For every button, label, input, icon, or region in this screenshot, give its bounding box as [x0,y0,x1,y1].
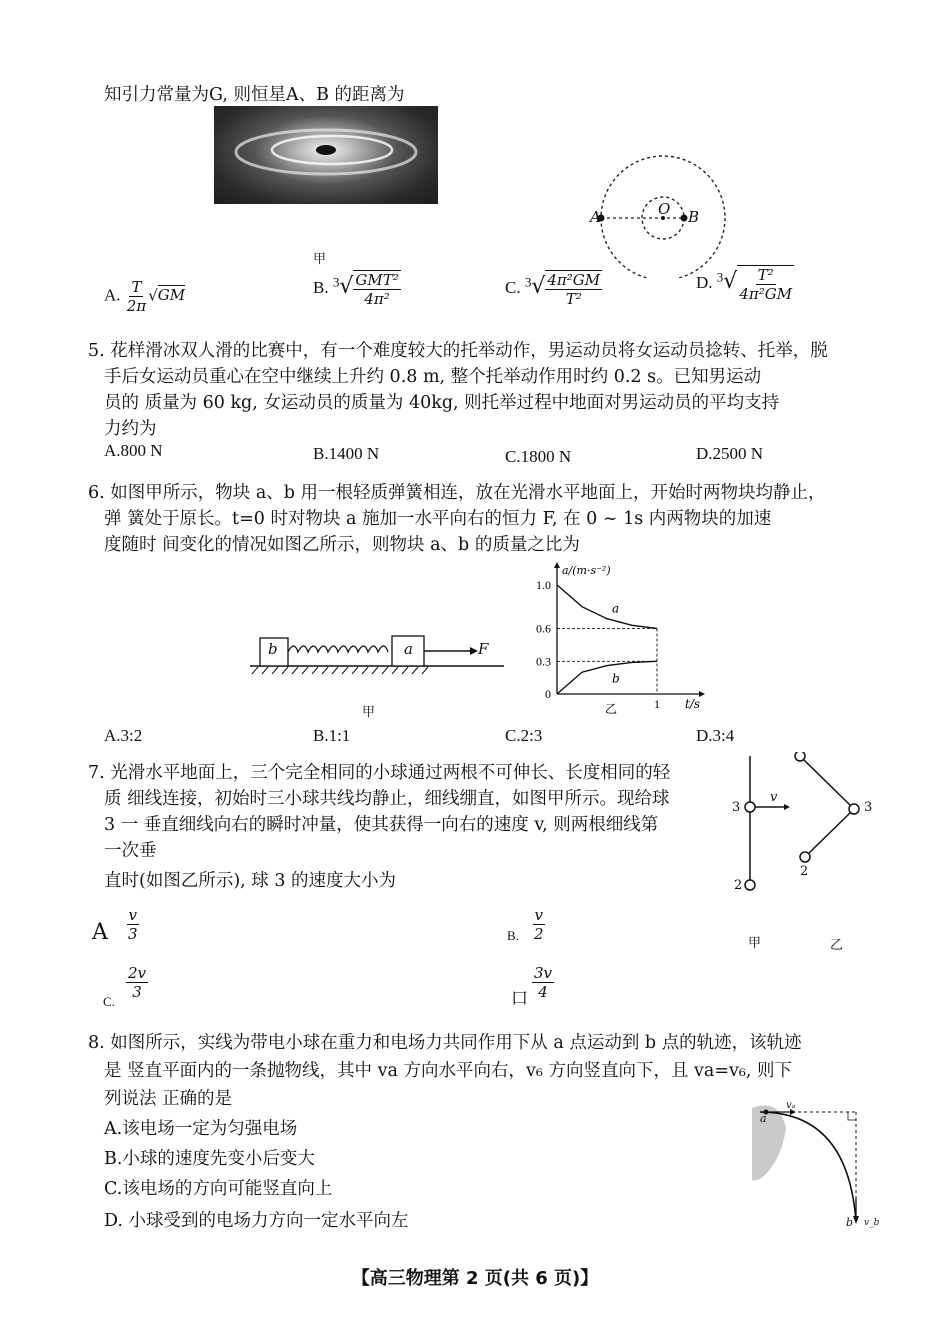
q5-line1: 5. 花样滑冰双人滑的比赛中，有一个难度较大的托举动作，男运动员将女运动员捻转、托举，脱 [88,341,828,361]
q5-line3: 员的 质量为 60 kg, 女运动员的质量为 40kg, 则托举过程中地面对男运动员的平均支持 [104,393,780,413]
y-tick-label: 0.3 [536,654,551,669]
q6-option-c: C.2:3 [505,726,543,745]
x-tick-label: 1 [654,697,660,711]
q4-option-b: B. $^3$√ $\frac{\text{GMT²}}{\text{4π²}}$ [313,271,399,308]
ball-3-label: 3 [732,800,741,815]
q4-option-d: D. $^3$√ $\frac{\text{T²}}{\text{4π²GM}}$ [696,266,793,303]
chart-fig-label: 乙 [605,702,618,715]
q5-option-a: A.800 N [104,441,163,460]
y-tick-label: 1.0 [536,577,551,592]
q7-line1: 7. 光滑水平地面上，三个完全相同的小球通过两根不可伸长、长度相同的轻 [88,763,671,783]
q4-option-a: A. $\frac{T}{2\pi}$ √GM [104,278,186,315]
q6-line3: 度随时 间变化的情况如图乙所示，则物块 a、b 的质量之比为 [104,535,580,555]
point-b-label: b [846,1216,854,1229]
q7-line5: 直时(如图乙所示), 球 3 的速度大小为 [104,871,397,891]
balls-diagram [730,752,880,902]
q5-line2: 手后女运动员重心在空中继续上升约 0.8 m, 整个托举动作用时约 0.2 s。已知男运动 [104,367,762,387]
q8-option-c: C.该电场的方向可能竖直向上 [104,1179,333,1199]
q8-line2: 是 竖直平面内的一条抛物线，其中 va 方向水平向右，v₆ 方向竖直向下，且 va=v₆, 则下 [104,1061,793,1081]
spring-block-figure [248,626,508,676]
q7-fig-jia: 甲 [748,936,762,951]
q7-option-d-prefix: 口 [511,989,528,1008]
q6-option-a: A.3:2 [104,726,143,745]
ball-2-label: 2 [734,878,743,893]
ball-2b-label: 2 [800,864,809,879]
q5-option-d: D.2500 N [696,444,764,463]
orbit-label-b: B [688,208,700,226]
q7-fig-yi: 乙 [830,938,844,953]
q7-option-d: $\frac{3v}{4}$ [534,964,553,1001]
q7-option-b-prefix: B. [507,928,519,943]
q7-option-c-prefix: C. [103,994,115,1009]
q7-line3: 3 一 垂直细线向右的瞬时冲量，使其获得一向右的速度 v, 则两根细线第 [104,815,659,835]
x-axis-label: t/s [685,697,701,711]
point-a-label: a [760,1112,767,1125]
q4-intro: 知引力常量为G, 则恒星A、B 的距离为 [104,85,405,105]
q7-option-a: $\frac{v}{3}$ [128,906,138,943]
q4-fig-label: 甲 [313,252,327,267]
q7-line2: 质 细线连接，初始时三小球共线均静止，细线绷直，如图甲所示。现给球 [104,789,670,809]
y-tick-label: 0 [545,687,551,701]
force-label: F [478,640,489,658]
q6-line2: 弹 簧处于原长。t=0 时对物块 a 施加一水平向右的恒力 F, 在 0 ~ 1s 内两物块的加速 [104,509,772,529]
series-line-b [557,661,657,694]
q7-option-b: $\frac{v}{2}$ [534,906,544,943]
block-a-label: a [404,640,413,658]
ball-3b-label: 3 [864,800,873,815]
y-tick-label: 0.6 [536,621,551,636]
q7-option-a-prefix: A [92,920,108,945]
q8-option-b: B.小球的速度先变小后变大 [104,1149,315,1169]
velocity-label: v [770,790,778,805]
q5-line4: 力约为 [104,419,157,439]
y-axis-label: a/(m·s⁻²) [562,564,611,577]
y-axis-arrow [554,562,560,568]
q8-option-a: A.该电场一定为匀强电场 [104,1119,298,1139]
galaxy-photo [214,106,438,204]
q6-fig1-label: 甲 [362,705,376,720]
q7-line4: 一次垂 [104,841,157,861]
trajectory-figure [752,1098,892,1233]
q8-line3: 列说法 正确的是 [104,1089,233,1109]
acceleration-chart [525,560,710,715]
series-label-b: b [612,671,620,686]
velocity-b-label: v_b [864,1218,880,1228]
velocity-a-label: vₐ [786,1100,796,1111]
page-footer: 【高三物理第 2 页(共 6 页)】 [351,1268,599,1289]
q4-option-c: C. $^3$√ $\frac{\text{4π²GM}}{\text{T²}}$ [505,271,601,308]
block-b-label: b [268,640,278,658]
q5-option-c: C.1800 N [505,447,572,466]
q8-option-d: D. 小球受到的电场力方向一定水平向左 [104,1211,409,1231]
q6-option-b: B.1:1 [313,726,351,745]
q8-line1: 8. 如图所示，实线为带电小球在重力和电场力共同作用下从 a 点运动到 b 点的轨迹，该轨迹 [88,1033,802,1053]
series-line-a [557,585,657,629]
orbit-label-a: A [590,208,601,226]
q5-option-b: B.1400 N [313,444,380,463]
orbit-label-o: O [658,200,671,218]
q6-option-d: D.3:4 [696,726,735,745]
q7-option-c: $\frac{2v}{3}$ [128,964,147,1001]
q6-line1: 6. 如图甲所示，物块 a、b 用一根轻质弹簧相连，放在光滑水平地面上，开始时两物块均静止， [88,483,826,503]
series-label-a: a [612,601,620,616]
